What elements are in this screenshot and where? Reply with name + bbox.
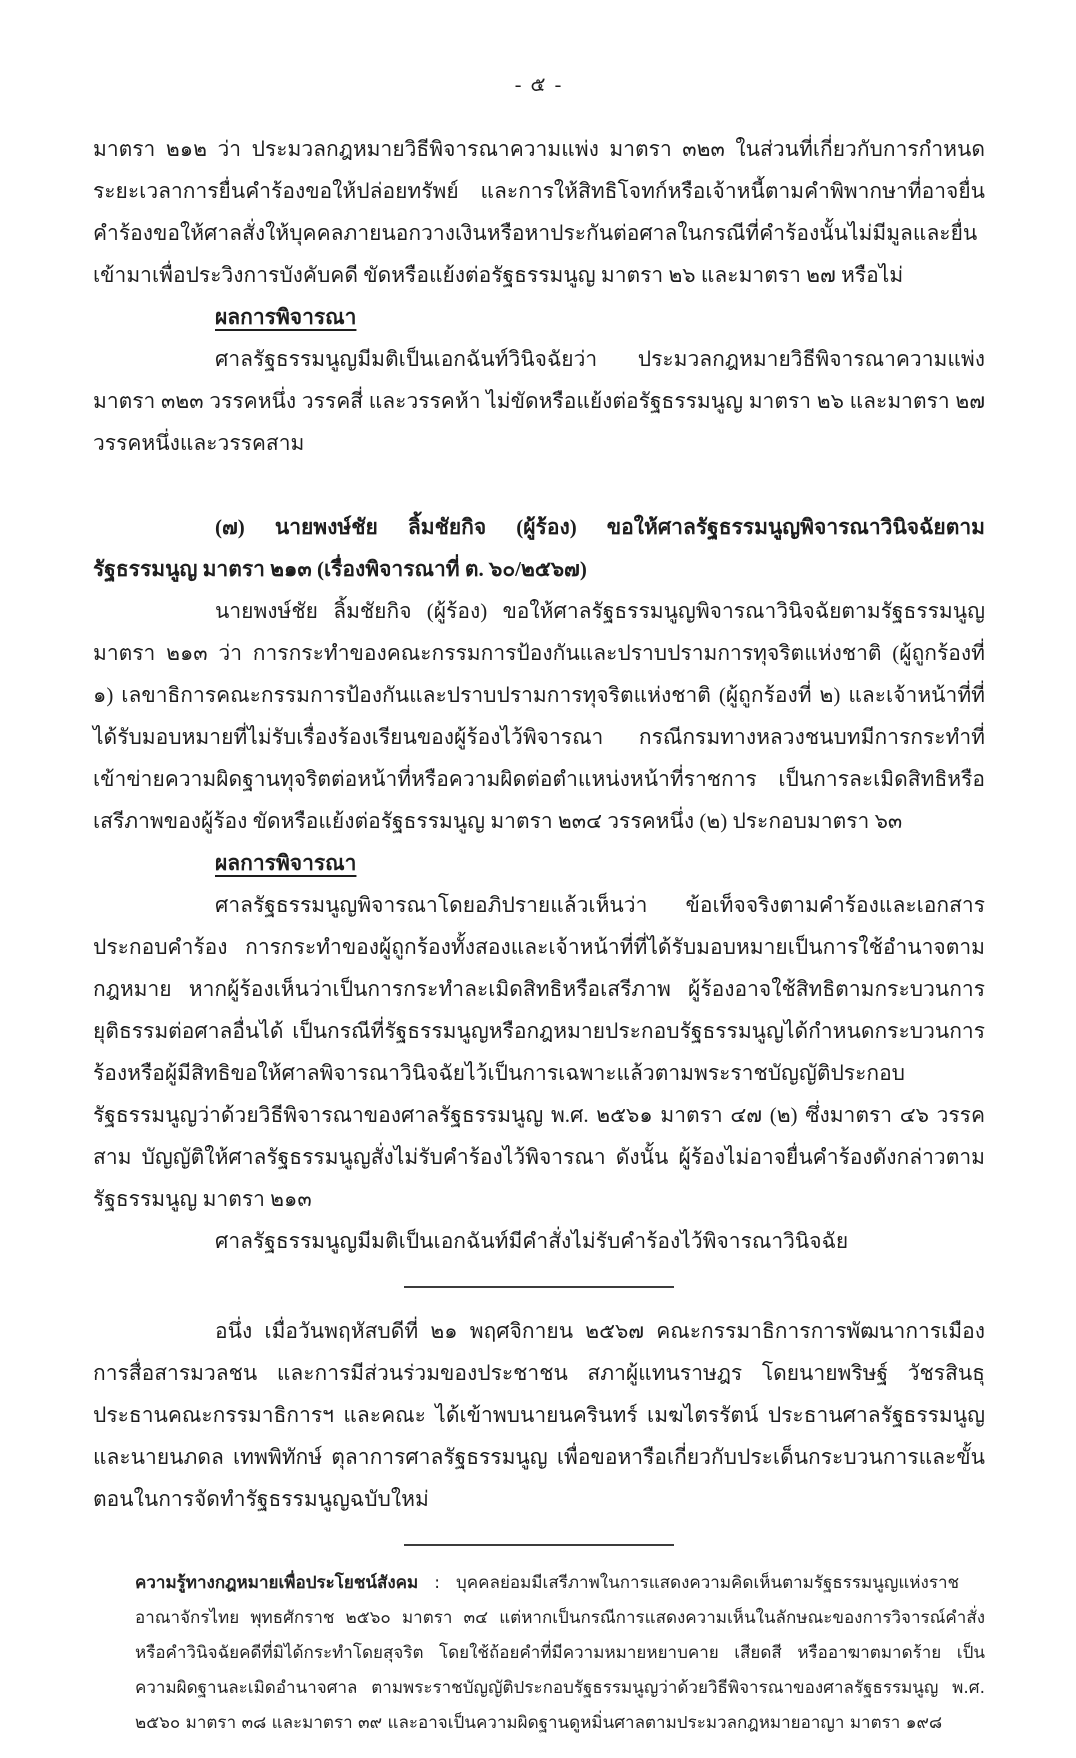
result-label: ผลการพิจารณา [215, 851, 357, 875]
court-order-line: ศาลรัฐธรรมนูญมีมติเป็นเอกฉันท์มีคำสั่งไม่รับคำร้องไว้พิจารณาวินิจฉัย [215, 1229, 849, 1253]
footnote-separator: : [434, 1573, 440, 1593]
page-number: - ๕ - [514, 74, 564, 96]
case-7-detail-paragraph: นายพงษ์ชัย ลิ้มชัยกิจ (ผู้ร้อง) ขอให้ศาลรัฐธรรมนูญพิจารณาวินิจฉัยตามรัฐธรรมนูญ มาตรา ๒๑๓ ว่า การกระทำของคณะกรรมการป้องกันและปราบปรามการทุจริตแห่งชาติ (ผู้ถูกร้องที่ ๑) เลขาธิการคณะกรรมการป้องกันและปราบปรามการทุจริตแห่งชาติ (ผู้ถูกร้องที่ ๒) และเจ้าหน้าที่ที่ได้รับมอบหมายที่ไม่รับเรื่องร้องเรียนของผู้ร้องไว้พิจารณา กรณีกรมทางหลวงชนบทมีการกระทำที่เข้าข่ายความผิดฐานทุจริตต่อหน้าที่หรือความผิดต่อตำแหน่งหน้าที่ราชการ เป็นการละเมิดสิทธิหรือเสรีภาพของผู้ร้อง ขัดหรือแย้งต่อรัฐธรรมนูญ มาตรา ๒๓๔ วรรคหนึ่ง (๒) ประกอบมาตรา ๖๓ [93, 599, 985, 833]
footnote-text: บุคคลย่อมมีเสรีภาพในการแสดงความคิดเห็นตามรัฐธรรมนูญแห่งราชอาณาจักรไทย พุทธศักราช ๒๕๖๐ มาตรา ๓๔ แต่หากเป็นกรณีการแสดงความเห็นในลักษณะของการวิจารณ์คำสั่งหรือคำวินิจฉัยคดีที่มิได้กระทำโดยสุจริต โดยใช้ถ้อยคำที่มีความหมายหยาบคาย เสียดสี หรืออาฆาตมาดร้าย เป็นความผิดฐานละเมิดอำนาจศาล ตามพระราชบัญญัติประกอบรัฐธรรมนูญว่าด้วยวิธีพิจารณาของศาลรัฐธรรมนูญ พ.ศ. ๒๕๖๐ มาตรา ๓๘ และมาตรา ๓๙ และอาจเป็นความผิดฐานดูหมิ่นศาลตามประมวลกฎหมายอาญา มาตรา ๑๙๘ [135, 1573, 985, 1733]
result-section-2 [93, 842, 985, 884]
case-7-reasoning-paragraph: ศาลรัฐธรรมนูญพิจารณาโดยอภิปรายแล้วเห็นว่า ข้อเท็จจริงตามคำร้องและเอกสารประกอบคำร้อง การกระทำของผู้ถูกร้องทั้งสองและเจ้าหน้าที่ที่ได้รับมอบหมายเป็นการใช้อำนาจตามกฎหมาย หากผู้ร้องเห็นว่าเป็นการกระทำละเมิดสิทธิหรือเสรีภาพ ผู้ร้องอาจใช้สิทธิตามกระบวนการยุติธรรมต่อศาลอื่นได้ เป็นกรณีที่รัฐธรรมนูญหรือกฎหมายประกอบรัฐธรรมนูญได้กำหนดกระบวนการร้องหรือผู้มีสิทธิขอให้ศาลพิจารณาวินิจฉัยไว้เป็นการเฉพาะแล้วตามพระราชบัญญัติประกอบรัฐธรรมนูญว่าด้วยวิธีพิจารณาของศาลรัฐธรรมนูญ พ.ศ. ๒๕๖๑ มาตรา ๔๗ (๒) ซึ่งมาตรา ๔๖ วรรคสาม บัญญัติให้ศาลรัฐธรรมนูญสั่งไม่รับคำร้องไว้พิจารณา ดังนั้น ผู้ร้องไม่อาจยื่นคำร้องดังกล่าวตามรัฐธรรมนูญ มาตรา ๒๑๓ [93, 893, 985, 1211]
section-divider [404, 1544, 674, 1546]
result-label: ผลการพิจารณา [215, 305, 357, 329]
footnote-label: ความรู้ทางกฎหมายเพื่อประโยชน์สังคม [135, 1573, 419, 1593]
result-section-1 [93, 296, 985, 338]
section-divider [404, 1286, 674, 1288]
legal-knowledge-footnote [135, 1566, 985, 1741]
case-7-heading: (๗) นายพงษ์ชัย ลิ้มชัยกิจ (ผู้ร้อง) ขอให้ศาลรัฐธรรมนูญพิจารณาวินิจฉัยตามรัฐธรรมนูญ มาตรา ๒๑๓ (เรื่องพิจารณาที่ ต. ๖๐/๒๕๖๗) [93, 515, 985, 581]
ruling-paragraph: ศาลรัฐธรรมนูญมีมติเป็นเอกฉันท์วินิจฉัยว่า ประมวลกฎหมายวิธีพิจารณาความแพ่ง มาตรา ๓๒๓ วรรคหนึ่ง วรรคสี่ และวรรคห้า ไม่ขัดหรือแย้งต่อรัฐธรรมนูญ มาตรา ๒๖ และมาตรา ๒๗ วรรคหนึ่งและวรรคสาม [93, 347, 985, 455]
document-content [93, 0, 985, 1758]
continuation-paragraph: มาตรา ๒๑๒ ว่า ประมวลกฎหมายวิธีพิจารณาความแพ่ง มาตรา ๓๒๓ ในส่วนที่เกี่ยวกับการกำหนดระยะเวลาการยื่นคำร้องขอให้ปล่อยทรัพย์ และการให้สิทธิโจทก์หรือเจ้าหนี้ตามคำพิพากษาที่อาจยื่นคำร้องขอให้ศาลสั่งให้บุคคลภายนอกวางเงินหรือหาประกันต่อศาลในกรณีที่คำร้องนั้นไม่มีมูลและยื่นเข้ามาเพื่อประวิงการบังคับคดี ขัดหรือแย้งต่อรัฐธรรมนูญ มาตรา ๒๖ และมาตรา ๒๗ หรือไม่ [93, 137, 985, 287]
note-paragraph: อนึ่ง เมื่อวันพฤหัสบดีที่ ๒๑ พฤศจิกายน ๒๕๖๗ คณะกรรมาธิการการพัฒนาการเมือง การสื่อสารมวลชน และการมีส่วนร่วมของประชาชน สภาผู้แทนราษฎร โดยนายพริษฐ์ วัชรสินธุ ประธานคณะกรรมาธิการฯ และคณะ ได้เข้าพบนายนครินทร์ เมฆไตรรัตน์ ประธานศาลรัฐธรรมนูญ และนายนภดล เทพพิทักษ์ ตุลาการศาลรัฐธรรมนูญ เพื่อขอหารือเกี่ยวกับประเด็นกระบวนการและขั้นตอนในการจัดทำรัฐธรรมนูญฉบับใหม่ [93, 1319, 985, 1511]
